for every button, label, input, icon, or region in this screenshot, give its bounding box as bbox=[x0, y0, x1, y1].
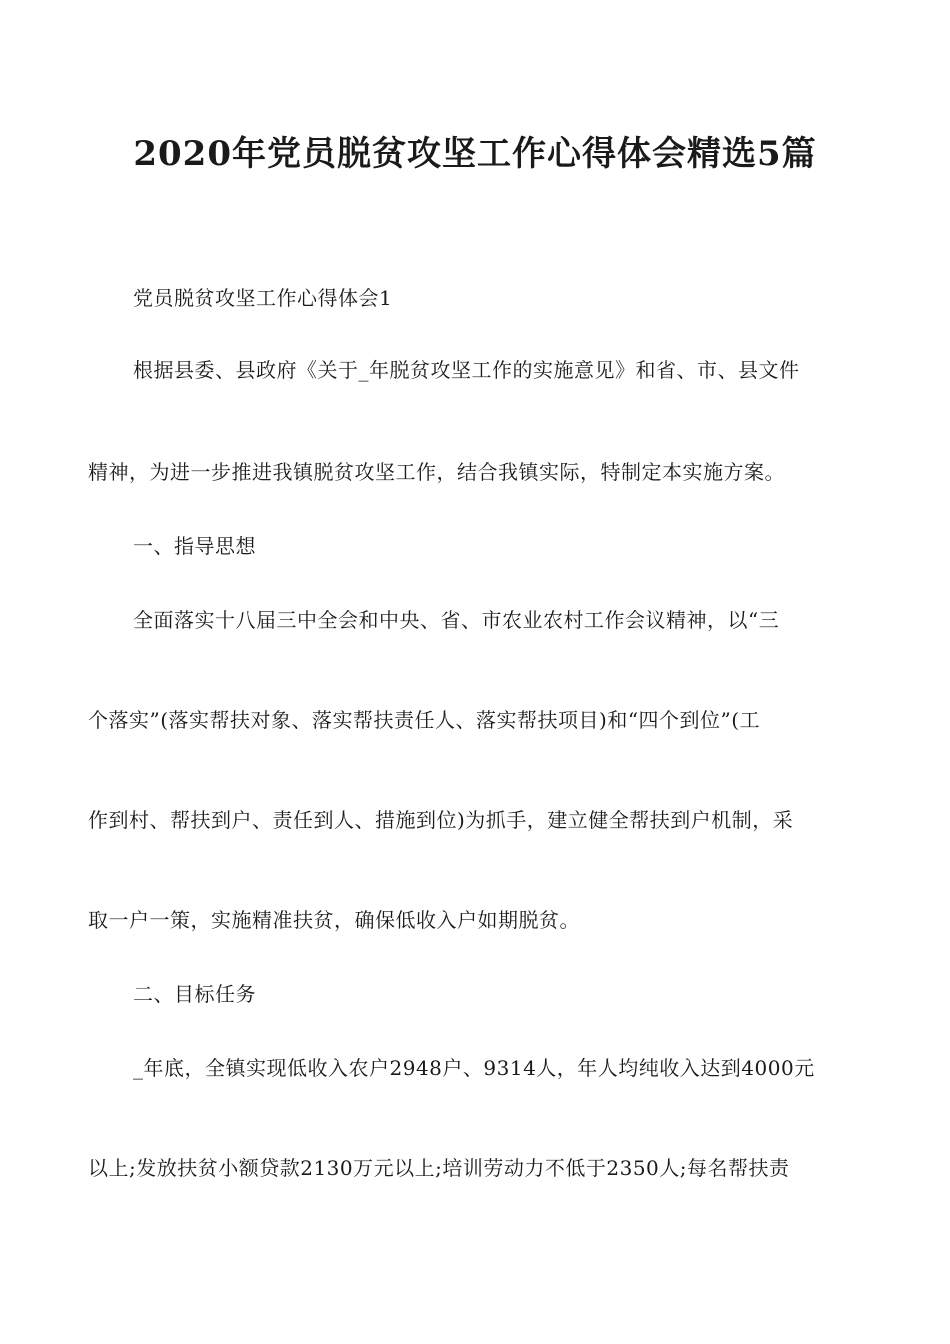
section-heading-targets: 二、目标任务 bbox=[133, 982, 256, 1006]
section-heading-article-1: 党员脱贫攻坚工作心得体会1 bbox=[133, 286, 393, 310]
paragraph-line: 作到村、帮扶到户、责任到人、措施到位)为抓手，建立健全帮扶到户机制，采 bbox=[88, 808, 794, 832]
paragraph-line: 取一户一策，实施精准扶贫，确保低收入户如期脱贫。 bbox=[88, 908, 580, 932]
paragraph-line: 以上;发放扶贫小额贷款2130万元以上;培训劳动力不低于2350人;每名帮扶责 bbox=[88, 1156, 790, 1180]
paragraph-line: 根据县委、县政府《关于_年脱贫攻坚工作的实施意见》和省、市、县文件 bbox=[133, 358, 800, 382]
paragraph-line: 个落实”(落实帮扶对象、落实帮扶责任人、落实帮扶项目)和“四个到位”(工 bbox=[88, 708, 761, 732]
paragraph-line: _年底，全镇实现低收入农户2948户、9314人，年人均纯收入达到4000元 bbox=[133, 1056, 815, 1080]
section-heading-guiding-ideology: 一、指导思想 bbox=[133, 534, 256, 558]
paragraph-line: 全面落实十八届三中全会和中央、省、市农业农村工作会议精神，以“三 bbox=[133, 608, 780, 632]
paragraph-line: 精神，为进一步推进我镇脱贫攻坚工作，结合我镇实际，特制定本实施方案。 bbox=[88, 460, 785, 484]
document-title: 2020年党员脱贫攻坚工作心得体会精选5篇 bbox=[133, 134, 817, 174]
